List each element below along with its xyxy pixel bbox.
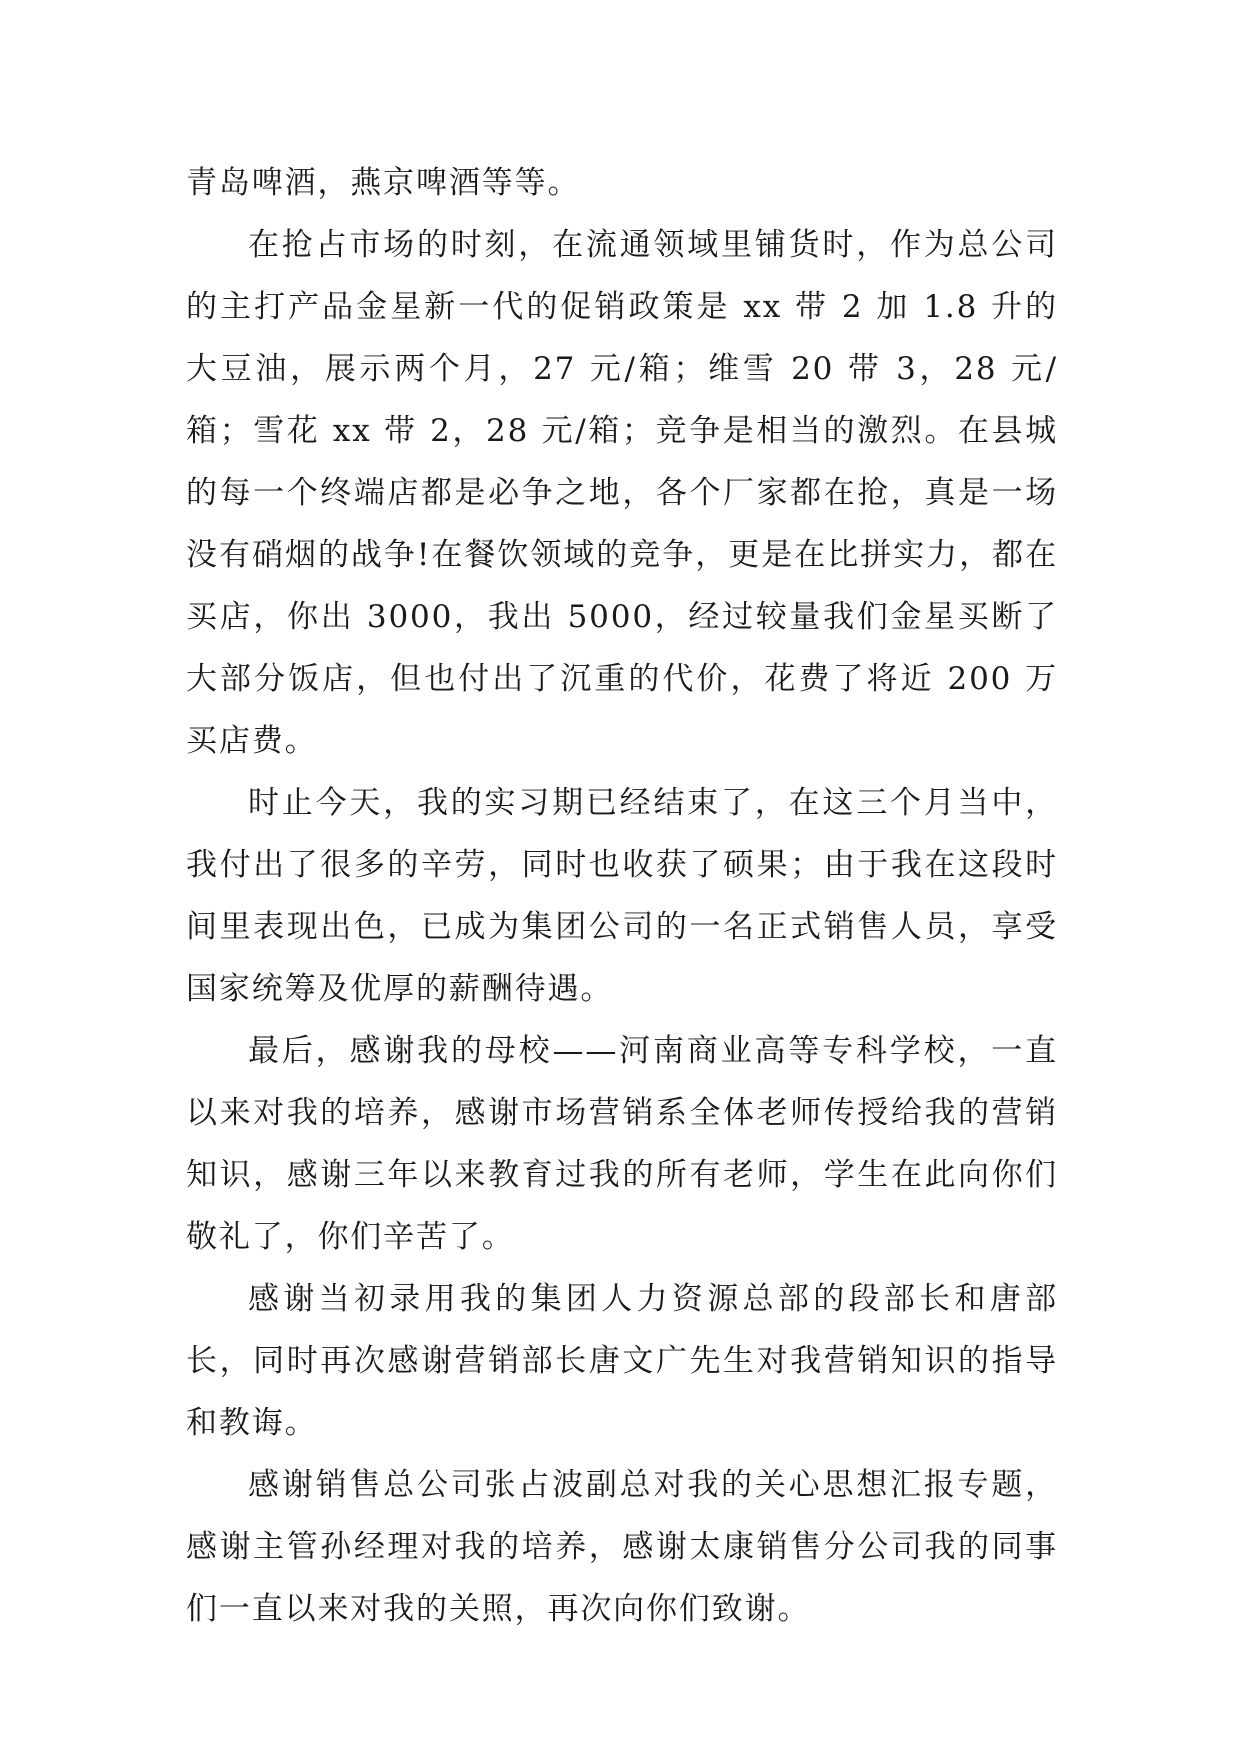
paragraph-continuation: 青岛啤酒，燕京啤酒等等。 <box>186 165 581 201</box>
paragraph-thanks-hr: 感谢当初录用我的集团人力资源总部的段部长和唐部长，同时再次感谢营销部长唐文广先生对我营销知识的指导和教诲。 <box>186 1281 1058 1441</box>
paragraph-market-competition: 在抢占市场的时刻，在流通领域里铺货时，作为总公司的主打产品金星新一代的促销政策是 xx 带 2 加 1.8 升的大豆油，展示两个月，27 元/箱；维雪 20 带 3，28 元/箱；雪花 xx 带 2，28 元/箱；竞争是相当的激烈。在县城的每一个终端店都是必争之地，各个厂家都在抢，真是一场没有硝烟的战争!在餐饮领域的竞争，更是在比拼实力，都在买店，你出 3000，我出 5000，经过较量我们金星买断了大部分饭店，但也付出了沉重的代价，花费了将近 200 万买店费。 <box>186 227 1058 759</box>
paragraph-internship-end: 时止今天，我的实习期已经结束了，在这三个月当中，我付出了很多的辛劳，同时也收获了硕果；由于我在这段时间里表现出色，已成为集团公司的一名正式销售人员，享受国家统筹及优厚的薪酬待遇。 <box>186 785 1058 1007</box>
paragraph-thanks-school: 最后，感谢我的母校——河南商业高等专科学校，一直以来对我的培养，感谢市场营销系全体老师传授给我的营销知识，感谢三年以来教育过我的所有老师，学生在此向你们敬礼了，你们辛苦了。 <box>186 1033 1058 1255</box>
paragraph-thanks-colleagues: 感谢销售总公司张占波副总对我的关心思想汇报专题，感谢主管孙经理对我的培养，感谢太康销售分公司我的同事们一直以来对我的关照，再次向你们致谢。 <box>186 1467 1058 1627</box>
document-body <box>186 152 1058 1640</box>
